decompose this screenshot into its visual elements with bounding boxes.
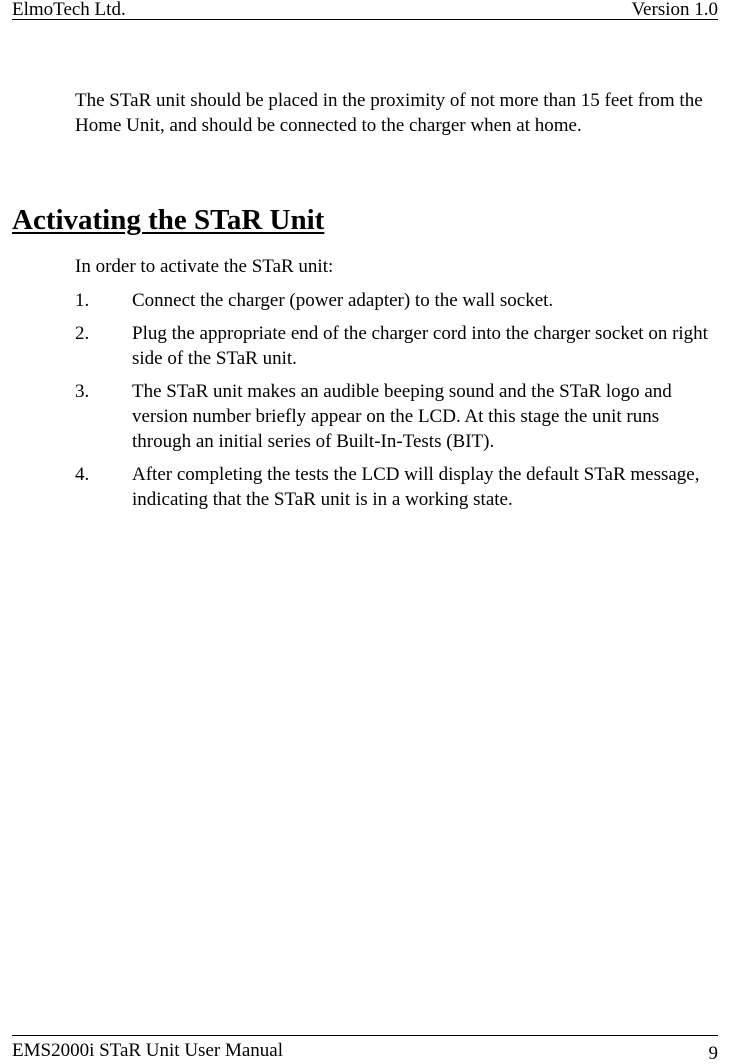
step-text: The STaR unit makes an audible beeping sound and the STaR logo and version number briefly appear on the LCD. At this stage the unit runs through an initial series of Built-In-Tests (BIT).	[132, 381, 672, 452]
footer-manual-title: EMS2000i STaR Unit User Manual	[12, 1040, 283, 1061]
section-heading: Activating the STaR Unit	[12, 204, 325, 236]
page-footer	[12, 1035, 718, 1064]
step-number: 1.	[75, 290, 90, 311]
step-number: 3.	[75, 381, 90, 402]
step-item	[75, 321, 720, 371]
step-item	[75, 462, 720, 512]
step-item	[75, 379, 720, 454]
section-lead: In order to activate the STaR unit:	[75, 256, 334, 277]
step-number: 2.	[75, 323, 90, 344]
step-number: 4.	[75, 464, 90, 485]
header-company: ElmoTech Ltd.	[12, 0, 126, 20]
step-text: Connect the charger (power adapter) to the wall socket.	[132, 290, 554, 311]
intro-paragraph: The STaR unit should be placed in the proximity of not more than 15 feet from the Home Unit, and should be connected to the charger when at home.	[75, 90, 703, 136]
step-text: Plug the appropriate end of the charger cord into the charger socket on right side of the STaR unit.	[132, 323, 708, 369]
header-version: Version 1.0	[631, 0, 718, 20]
step-text: After completing the tests the LCD will display the default STaR message, indicating that the STaR unit is in a working state.	[132, 464, 700, 510]
steps-list	[75, 288, 720, 520]
footer-page-number: 9	[708, 1043, 718, 1064]
step-item	[75, 288, 720, 313]
page-header	[12, 0, 718, 20]
